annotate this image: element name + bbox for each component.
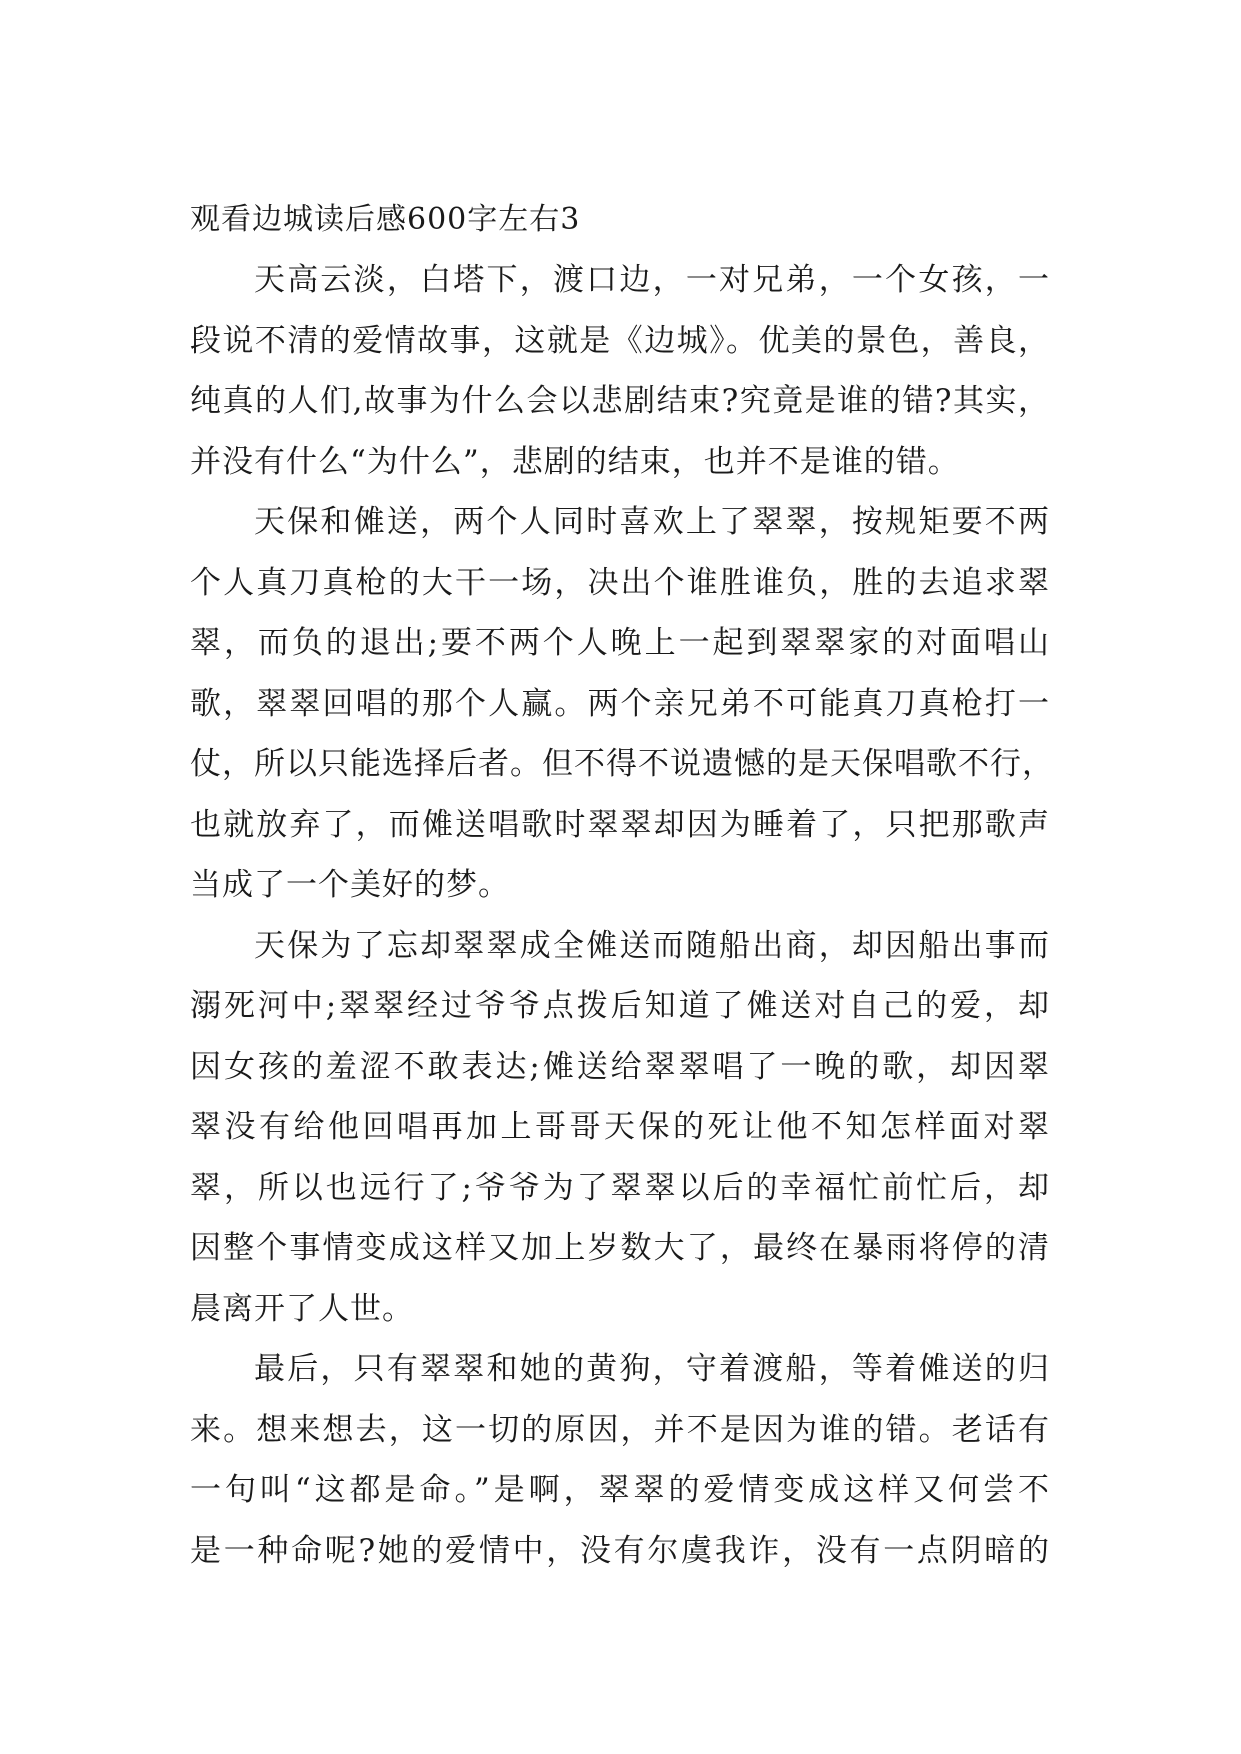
text-line: 仗，所以只能选择后者。但不得不说遗憾的是天保唱歌不行， [190,746,1054,782]
text-line: 当成了一个美好的梦。 [190,867,510,903]
text-line: 是一种命呢?她的爱情中，没有尔虞我诈，没有一点阴暗的 [190,1532,1050,1569]
text-line: 一句叫“这都是命。”是啊，翠翠的爱情变成这样又何尝不 [190,1472,1050,1508]
paragraph-3 [190,916,1050,1340]
text-line: 天高云淡，白塔下，渡口边，一对兄弟，一个女孩，一 [254,262,1050,298]
text-line: 也就放弃了，而傩送唱歌时翠翠却因为睡着了，只把那歌声 [190,806,1050,843]
paragraph-4 [190,1339,1050,1581]
text-line: 因整个事情变成这样又加上岁数大了，最终在暴雨将停的清 [190,1230,1050,1266]
paragraph-1 [190,250,1050,492]
text-line: 翠，所以也远行了;爷爷为了翠翠以后的幸福忙前忙后，却 [190,1169,1050,1206]
text-line: 晨离开了人世。 [190,1290,414,1327]
document-page [190,190,1054,1581]
text-line: 并没有什么“为什么”，悲剧的结束，也并不是谁的错。 [190,443,960,480]
text-line: 翠，而负的退出;要不两个人晚上一起到翠翠家的对面唱山 [190,625,1050,661]
text-line: 纯真的人们,故事为什么会以悲剧结束?究竟是谁的错?其实， [190,383,1050,419]
text-line: 溺死河中;翠翠经过爷爷点拨后知道了傩送对自己的爱，却 [190,988,1050,1024]
document-title: 观看边城读后感600字左右3 [190,202,581,237]
paragraph-2 [190,492,1054,916]
text-line: 最后，只有翠翠和她的黄狗，守着渡船，等着傩送的归 [254,1351,1050,1387]
text-line: 歌，翠翠回唱的那个人赢。两个亲兄弟不可能真刀真枪打一 [190,685,1050,722]
text-line: 天保为了忘却翠翠成全傩送而随船出商，却因船出事而 [254,927,1050,964]
text-line: 因女孩的羞涩不敢表达;傩送给翠翠唱了一晚的歌，却因翠 [190,1048,1050,1085]
text-line: 翠没有给他回唱再加上哥哥天保的死让他不知怎样面对翠 [190,1109,1050,1145]
text-line: 个人真刀真枪的大干一场，决出个谁胜谁负，胜的去追求翠 [190,564,1050,601]
text-line: 天保和傩送，两个人同时喜欢上了翠翠，按规矩要不两 [254,504,1050,540]
text-line: 来。想来想去，这一切的原因，并不是因为谁的错。老话有 [190,1411,1050,1448]
text-line: 段说不清的爱情故事，这就是《边城》。优美的景色，善良， [190,322,1050,359]
